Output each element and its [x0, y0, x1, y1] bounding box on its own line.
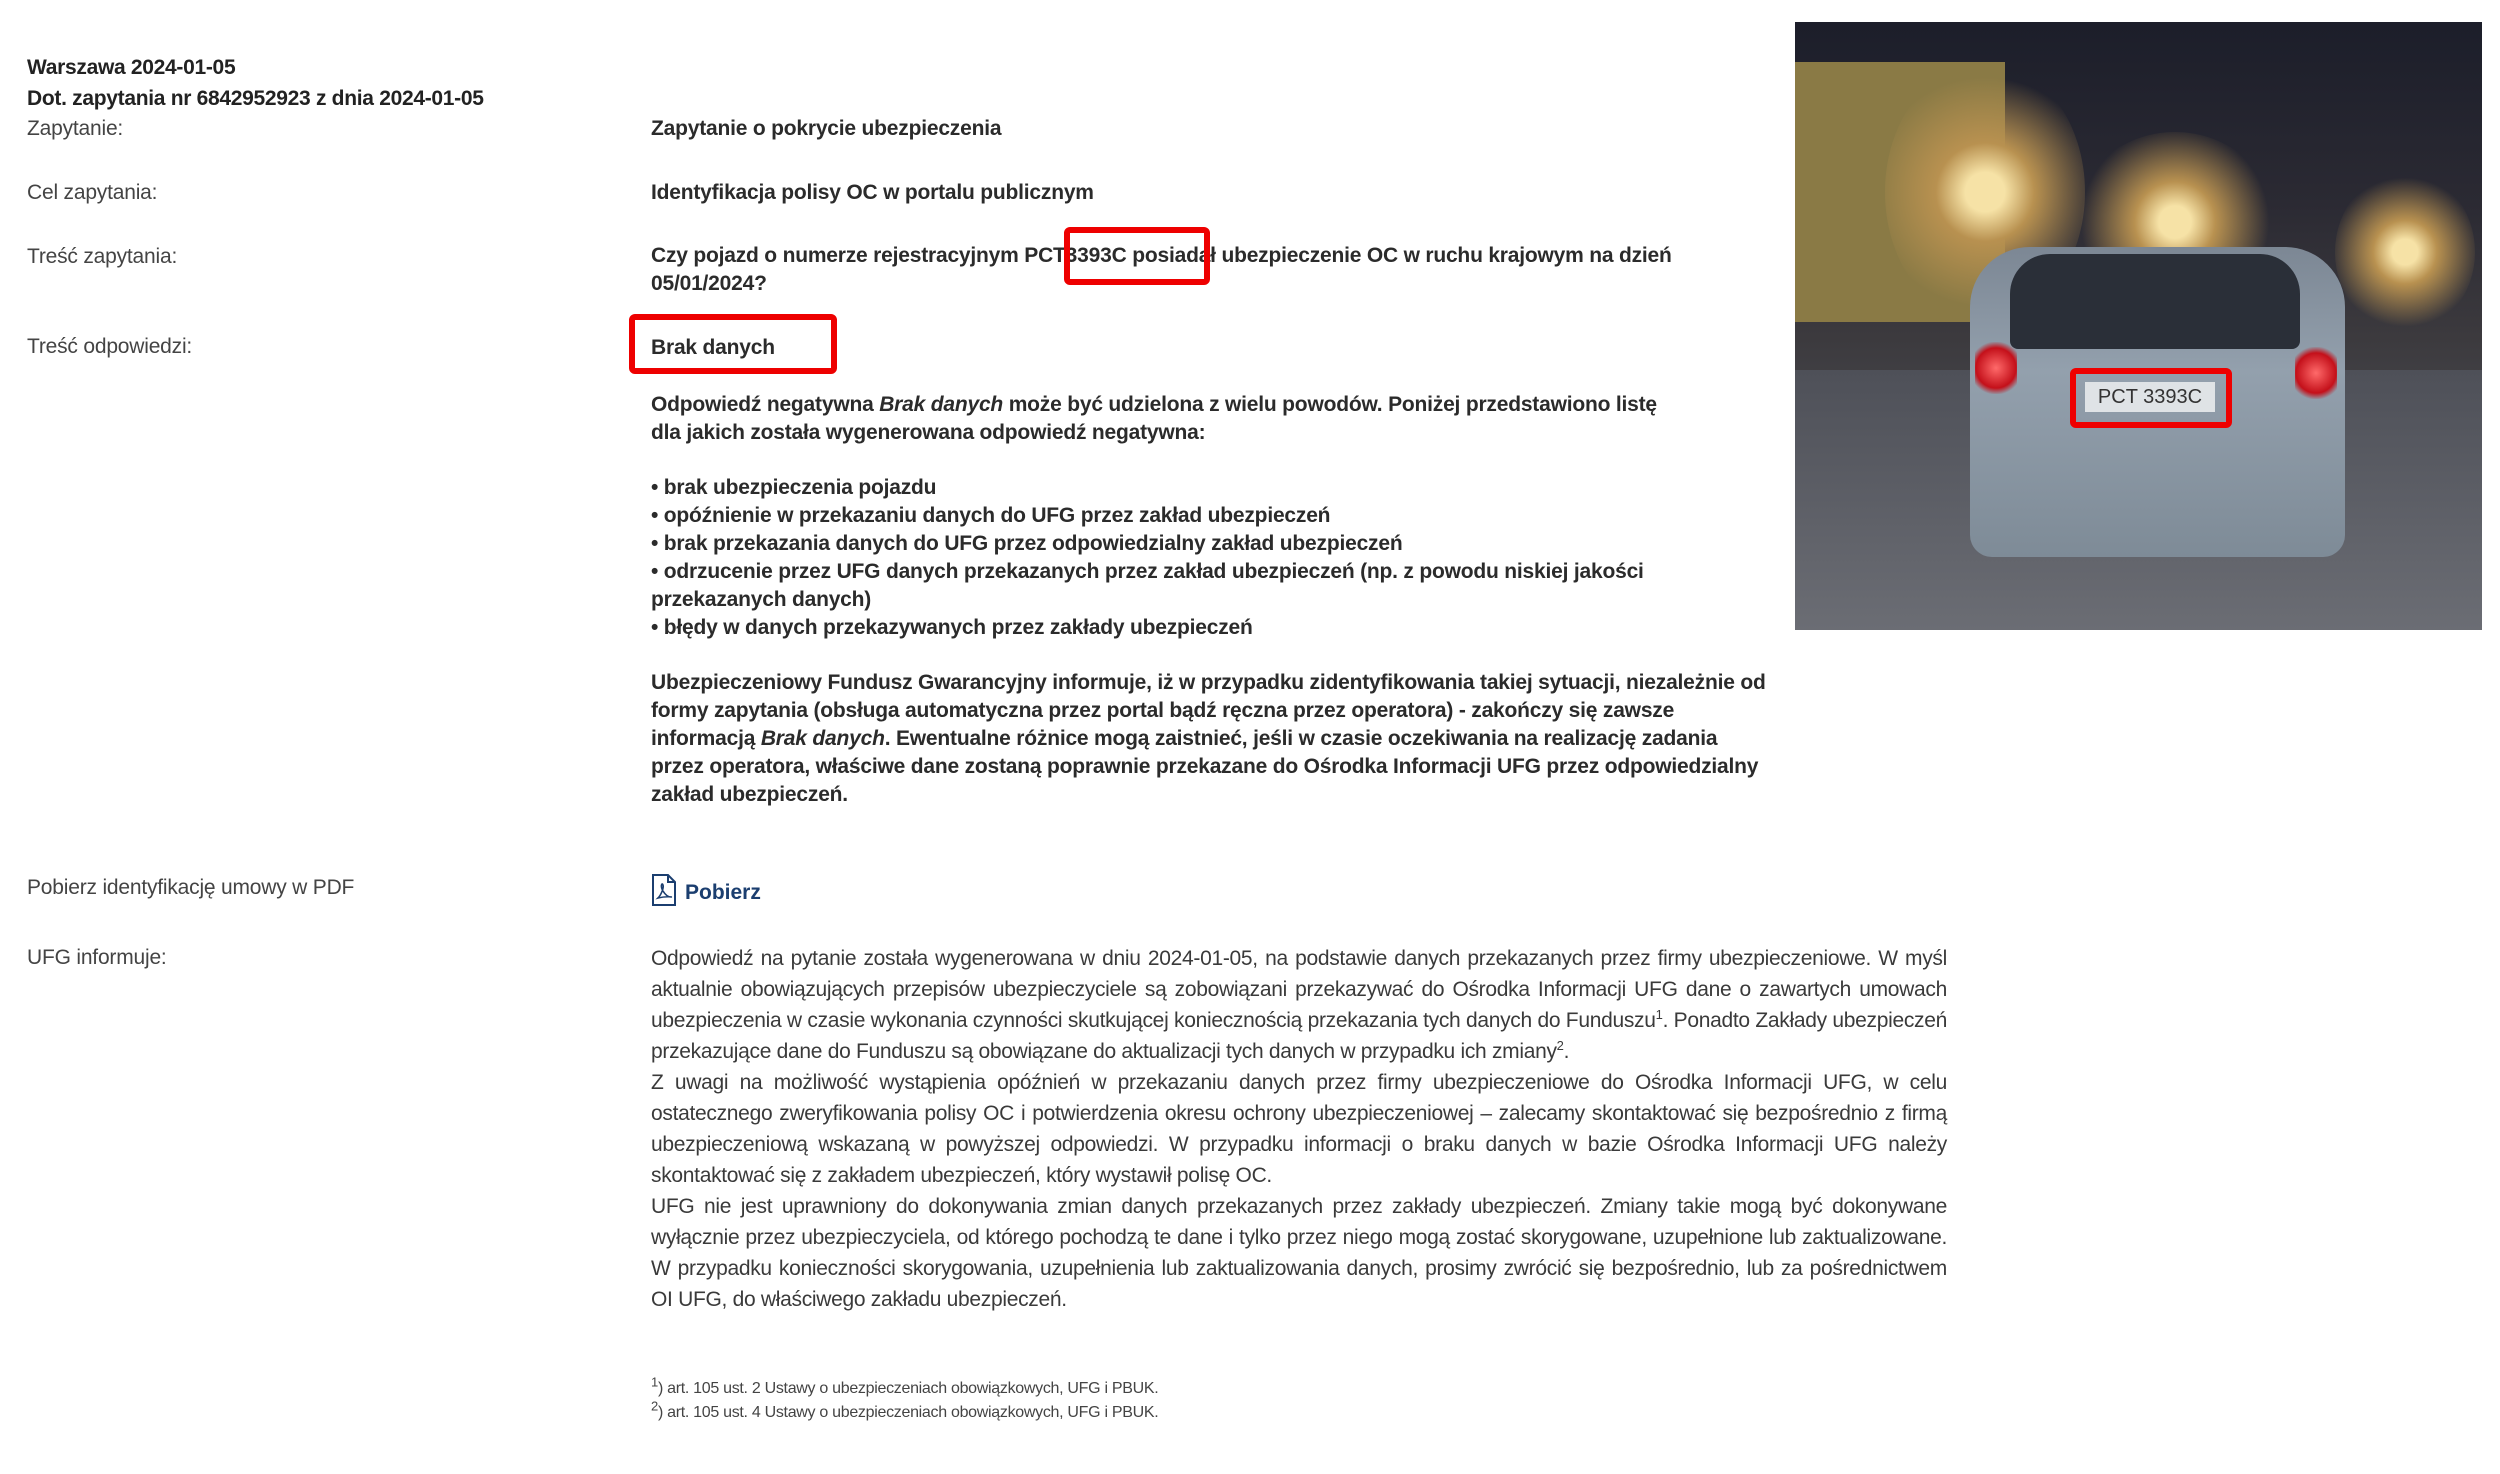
- cel-label: Cel zapytania:: [27, 181, 158, 204]
- tail-light: [2295, 347, 2337, 399]
- explanation-text: dla jakich została wygenerowana odpowiedź negatywna:: [651, 421, 1206, 444]
- footnote: [651, 1398, 1159, 1425]
- footnote: [651, 1374, 1159, 1401]
- footnote-text: ) art. 105 ust. 4 Ustawy o ubezpieczeniach obowiązkowych, UFG i PBUK.: [657, 1404, 1159, 1421]
- reason-item: przekazanych danych): [651, 588, 872, 611]
- ufg-notice-line: informacją: [651, 727, 761, 750]
- plate-photo-highlight: [2070, 368, 2232, 428]
- ufg-notice-line: . Ewentualne różnice mogą zaistnieć, jeśli w czasie oczekiwania na realizację zadania: [884, 727, 1718, 750]
- reason-item: • odrzucenie przez UFG danych przekazanych przez zakład ubezpieczeń (np. z powodu niskiej jakości: [651, 560, 1644, 583]
- reason-item: • błędy w danych przekazywanych przez zakłady ubezpieczeń: [651, 616, 1253, 639]
- answer-value: Brak danych: [651, 336, 775, 359]
- zapytanie-value: Zapytanie o pokrycie ubezpieczenia: [651, 117, 1002, 140]
- city-date: Warszawa 2024-01-05: [27, 56, 236, 79]
- footnote-text: ) art. 105 ust. 2 Ustawy o ubezpieczeniach obowiązkowych, UFG i PBUK.: [657, 1380, 1159, 1397]
- footnote-mark: 1: [651, 1374, 658, 1390]
- footnote-ref: 1: [1655, 1007, 1663, 1022]
- explanation-text: Odpowiedź negatywna: [651, 393, 880, 416]
- ufg-info-text: [651, 943, 1947, 1315]
- vehicle-photo: [1795, 22, 2482, 630]
- plate-highlight-box: [1064, 227, 1210, 285]
- explanation-block: [651, 391, 1766, 809]
- ufg-info-text-part: .: [1563, 1040, 1570, 1063]
- reason-item: • brak przekazania danych do UFG przez odpowiedzialny zakład ubezpieczeń: [651, 532, 1403, 555]
- ufg-notice-line: zakład ubezpieczeń.: [651, 783, 848, 806]
- zapytanie-label: Zapytanie:: [27, 117, 124, 140]
- answer-highlight-box: [629, 314, 837, 374]
- reference-number: Dot. zapytania nr 6842952923 z dnia 2024-01-05: [27, 87, 484, 110]
- ufg-info-paragraph: UFG nie jest uprawniony do dokonywania zmian danych przekazanych przez zakłady ubezpieczeń. Zmiany takie mogą być dokonywane wyłącznie przez ubezpieczyciela, od którego pochodzą te dane i tylko przez niego mogą zostać skorygowane, uzupełnione lub zaktualizowane. W przypadku konieczności skorygowania, uzupełnienia lub zaktualizowania danych, prosimy zwrócić się bezpośrednio, lub za pośrednictwem OI UFG, do właściwego zakładu ubezpieczeń.: [651, 1195, 1947, 1311]
- license-plate: PCT 3393C: [2085, 382, 2215, 412]
- question-date: 05/01/2024?: [651, 272, 767, 295]
- footnote-mark: 2: [651, 1398, 658, 1414]
- ufg-info-label: UFG informuje:: [27, 946, 167, 969]
- tresc-zapytania-label: Treść zapytania:: [27, 245, 178, 268]
- ufg-notice-line: przez operatora, właściwe dane zostaną poprawnie przekazane do Ośrodka Informacji UFG przez odpowiedzialny: [651, 755, 1759, 778]
- cel-value: Identyfikacja polisy OC w portalu publicznym: [651, 181, 1094, 204]
- ufg-info-text-part: . Ponadto Zakłady ubezpieczeń przekazujące dane do Funduszu są obowiązane do aktualizacji tych danych w przypadku ich zmiany: [651, 1009, 1948, 1063]
- ufg-info-paragraph: Z uwagi na możliwość wystąpienia opóźnień w przekazaniu danych przez firmy ubezpieczeniowe do Ośrodka Informacji UFG, w celu ostatecznego zweryfikowania polisy OC i potwierdzenia okresu ochrony ubezpieczeniowej – zalecamy skontaktować się bezpośrednio z firmą ubezpieczeniową wskazaną w powyższej odpowiedzi. W przypadku informacji o braku danych w bazie Ośrodka Informacji UFG należy skontaktować się z zakładem ubezpieczeń, który wystawił polisę OC.: [651, 1071, 1947, 1187]
- reason-item: • opóźnienie w przekazaniu danych do UFG przez zakład ubezpieczeń: [651, 504, 1331, 527]
- tresc-odpowiedzi-label: Treść odpowiedzi:: [27, 335, 193, 358]
- ufg-notice-emphasis: Brak danych: [760, 727, 885, 750]
- car-rear-window: [2010, 254, 2300, 349]
- ufg-info-paragraph: [651, 943, 1947, 1067]
- ufg-info-text-part: Odpowiedź na pytanie została wygenerowana w dniu 2024-01-05, na podstawie danych przekazanych przez firmy ubezpieczeniowe. W myśl aktualnie obowiązujących przepisów ubezpieczyciele są zobowiązani przekazywać do Ośrodka Informacji UFG dane o zawartych umowach ubezpieczenia w czasie wykonania czynności skutkującej koniecznością przekazania tych danych do Funduszu: [651, 947, 1947, 1032]
- reason-item: • brak ubezpieczenia pojazdu: [651, 476, 937, 499]
- tail-light: [1975, 342, 2017, 394]
- question-pre: Czy pojazd o numerze rejestracyjnym: [651, 244, 1019, 267]
- explanation-emphasis: Brak danych: [879, 393, 1004, 416]
- download-link-text[interactable]: Pobierz: [685, 881, 761, 904]
- pdf-icon: [651, 874, 677, 912]
- download-pdf-link[interactable]: [651, 874, 761, 912]
- plate-number: PCT3393C: [1024, 244, 1127, 267]
- download-label: Pobierz identyfikację umowy w PDF: [27, 876, 355, 899]
- explanation-text: może być udzielona z wielu powodów. Poniżej przedstawiono listę: [1003, 393, 1657, 416]
- footnotes: [651, 1374, 1159, 1425]
- ufg-notice-line: formy zapytania (obsługa automatyczna przez portal bądź ręczna przez operatora) - zakończy się zawsze: [651, 699, 1675, 722]
- lit-tree: [2335, 172, 2475, 332]
- question-post: posiadał ubezpieczenie OC w ruchu krajowym na dzień: [1132, 244, 1672, 267]
- footnote-ref: 2: [1556, 1038, 1564, 1053]
- ufg-notice-line: Ubezpieczeniowy Fundusz Gwarancyjny informuje, iż w przypadku zidentyfikowania takiej sytuacji, niezależnie od: [651, 671, 1766, 694]
